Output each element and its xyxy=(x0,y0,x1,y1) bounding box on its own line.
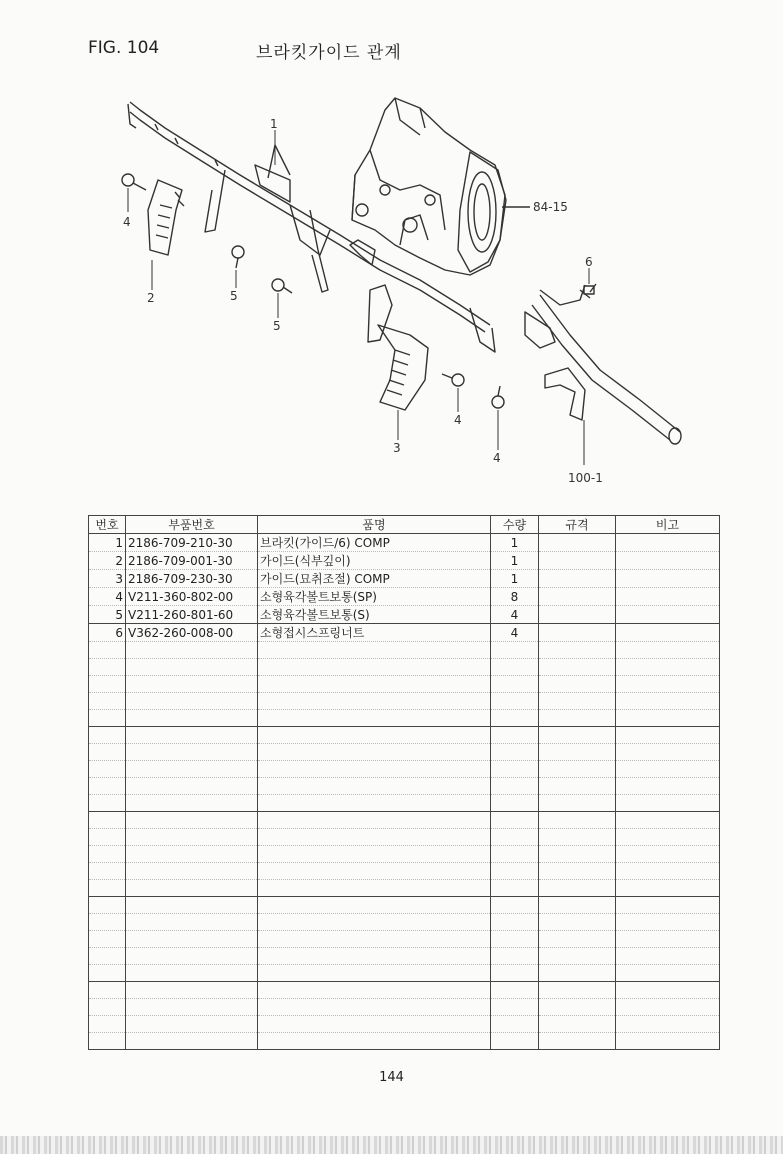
empty-cell xyxy=(616,931,720,948)
empty-cell xyxy=(89,999,126,1016)
empty-cell xyxy=(539,778,616,795)
row-spec xyxy=(539,624,616,642)
row-quantity: 8 xyxy=(491,588,539,606)
empty-table-row xyxy=(89,863,720,880)
empty-cell xyxy=(258,676,491,693)
empty-cell xyxy=(539,761,616,778)
bracket-bar-drawing xyxy=(128,102,495,352)
empty-cell xyxy=(258,948,491,965)
row-part-number: 2186-709-230-30 xyxy=(126,570,258,588)
empty-cell xyxy=(258,880,491,897)
empty-cell xyxy=(491,1016,539,1033)
empty-cell xyxy=(616,1016,720,1033)
empty-cell xyxy=(616,676,720,693)
empty-cell xyxy=(491,727,539,744)
row-note xyxy=(616,606,720,624)
empty-cell xyxy=(539,965,616,982)
table-row xyxy=(89,552,720,570)
empty-cell xyxy=(616,778,720,795)
empty-cell xyxy=(616,948,720,965)
empty-cell xyxy=(258,982,491,999)
parts-list-table xyxy=(88,515,720,1050)
empty-table-row xyxy=(89,965,720,982)
empty-cell xyxy=(616,642,720,659)
empty-cell xyxy=(539,846,616,863)
empty-cell xyxy=(258,744,491,761)
empty-cell xyxy=(89,948,126,965)
empty-table-row xyxy=(89,914,720,931)
empty-cell xyxy=(491,948,539,965)
empty-cell xyxy=(258,727,491,744)
empty-cell xyxy=(258,1016,491,1033)
row-number: 1 xyxy=(89,534,126,552)
empty-cell xyxy=(616,829,720,846)
row-part-number: 2186-709-210-30 xyxy=(126,534,258,552)
empty-cell xyxy=(126,642,258,659)
row-part-name: 소형육각볼트보통(SP) xyxy=(258,588,491,606)
empty-cell xyxy=(491,744,539,761)
row-quantity: 4 xyxy=(491,624,539,642)
row-part-number: V362-260-008-00 xyxy=(126,624,258,642)
empty-cell xyxy=(126,897,258,914)
empty-cell xyxy=(491,880,539,897)
empty-cell xyxy=(539,1016,616,1033)
row-number: 5 xyxy=(89,606,126,624)
empty-cell xyxy=(89,659,126,676)
table-row xyxy=(89,534,720,552)
empty-cell xyxy=(491,778,539,795)
empty-table-row xyxy=(89,982,720,999)
empty-cell xyxy=(126,1033,258,1050)
leader-lines xyxy=(128,130,589,465)
callout-5-lower: 5 xyxy=(273,319,281,333)
row-part-number: 2186-709-001-30 xyxy=(126,552,258,570)
row-spec xyxy=(539,552,616,570)
empty-cell xyxy=(126,965,258,982)
table-row xyxy=(89,588,720,606)
empty-cell xyxy=(89,693,126,710)
row-quantity: 1 xyxy=(491,552,539,570)
empty-cell xyxy=(89,931,126,948)
col-header-spec: 규격 xyxy=(539,516,616,534)
empty-cell xyxy=(258,914,491,931)
empty-table-row xyxy=(89,812,720,829)
empty-table-row xyxy=(89,829,720,846)
empty-cell xyxy=(539,676,616,693)
empty-cell xyxy=(89,778,126,795)
callout-5-upper: 5 xyxy=(230,289,238,303)
empty-table-row xyxy=(89,897,720,914)
empty-cell xyxy=(491,710,539,727)
empty-cell xyxy=(89,761,126,778)
empty-cell xyxy=(89,880,126,897)
empty-cell xyxy=(258,931,491,948)
empty-table-row xyxy=(89,642,720,659)
col-header-quantity: 수량 xyxy=(491,516,539,534)
col-header-part-number: 부품번호 xyxy=(126,516,258,534)
table-header-row xyxy=(89,516,720,534)
row-quantity: 4 xyxy=(491,606,539,624)
empty-cell xyxy=(491,676,539,693)
scan-edge xyxy=(0,1136,783,1154)
rod-100-1-drawing xyxy=(525,284,681,444)
row-part-name: 소형접시스프링너트 xyxy=(258,624,491,642)
empty-table-row xyxy=(89,948,720,965)
empty-cell xyxy=(539,999,616,1016)
empty-cell xyxy=(491,931,539,948)
empty-cell xyxy=(126,710,258,727)
empty-cell xyxy=(89,710,126,727)
empty-cell xyxy=(258,897,491,914)
table-row xyxy=(89,624,720,642)
empty-cell xyxy=(89,744,126,761)
empty-cell xyxy=(126,761,258,778)
empty-table-row xyxy=(89,710,720,727)
empty-cell xyxy=(258,863,491,880)
row-part-number: V211-260-801-60 xyxy=(126,606,258,624)
empty-cell xyxy=(491,659,539,676)
empty-cell xyxy=(616,880,720,897)
row-part-name: 브라킷(가이드/6) COMP xyxy=(258,534,491,552)
table-row xyxy=(89,570,720,588)
empty-rows xyxy=(89,642,720,1050)
empty-cell xyxy=(539,982,616,999)
guide-2-drawing xyxy=(148,180,184,255)
row-number: 2 xyxy=(89,552,126,570)
empty-cell xyxy=(89,863,126,880)
callout-2: 2 xyxy=(147,291,155,305)
empty-cell xyxy=(539,880,616,897)
empty-cell xyxy=(258,761,491,778)
empty-cell xyxy=(491,795,539,812)
row-part-name: 가이드(식부깊이) xyxy=(258,552,491,570)
empty-cell xyxy=(258,710,491,727)
empty-cell xyxy=(258,965,491,982)
empty-table-row xyxy=(89,761,720,778)
empty-cell xyxy=(258,795,491,812)
empty-cell xyxy=(616,659,720,676)
parts-diagram xyxy=(0,80,783,500)
row-part-name: 소형육각볼트보통(S) xyxy=(258,606,491,624)
row-note xyxy=(616,588,720,606)
empty-table-row xyxy=(89,931,720,948)
row-spec xyxy=(539,570,616,588)
empty-cell xyxy=(126,846,258,863)
row-number: 4 xyxy=(89,588,126,606)
empty-cell xyxy=(539,914,616,931)
empty-cell xyxy=(491,982,539,999)
empty-cell xyxy=(491,846,539,863)
empty-cell xyxy=(126,659,258,676)
empty-table-row xyxy=(89,693,720,710)
empty-cell xyxy=(491,812,539,829)
empty-cell xyxy=(539,948,616,965)
empty-cell xyxy=(89,1016,126,1033)
empty-table-row xyxy=(89,744,720,761)
empty-cell xyxy=(89,965,126,982)
empty-cell xyxy=(539,693,616,710)
col-header-note: 비고 xyxy=(616,516,720,534)
empty-cell xyxy=(258,812,491,829)
empty-cell xyxy=(126,693,258,710)
empty-cell xyxy=(616,863,720,880)
empty-cell xyxy=(89,795,126,812)
row-part-name: 가이드(묘취조절) COMP xyxy=(258,570,491,588)
row-spec xyxy=(539,606,616,624)
empty-cell xyxy=(491,914,539,931)
row-number: 3 xyxy=(89,570,126,588)
empty-cell xyxy=(126,727,258,744)
transmission-housing-drawing xyxy=(352,98,530,275)
empty-cell xyxy=(616,727,720,744)
empty-cell xyxy=(616,693,720,710)
empty-cell xyxy=(126,676,258,693)
row-quantity: 1 xyxy=(491,570,539,588)
empty-cell xyxy=(616,1033,720,1050)
empty-cell xyxy=(126,795,258,812)
empty-cell xyxy=(126,982,258,999)
empty-cell xyxy=(126,744,258,761)
empty-cell xyxy=(491,965,539,982)
empty-cell xyxy=(616,761,720,778)
empty-cell xyxy=(89,642,126,659)
empty-table-row xyxy=(89,676,720,693)
callout-84-15: 84-15 xyxy=(533,200,568,214)
figure-title: 브라킷가이드 관계 xyxy=(256,43,402,63)
row-part-number: V211-360-802-00 xyxy=(126,588,258,606)
empty-cell xyxy=(539,795,616,812)
empty-cell xyxy=(616,710,720,727)
empty-cell xyxy=(126,931,258,948)
empty-table-row xyxy=(89,999,720,1016)
empty-cell xyxy=(126,1016,258,1033)
empty-cell xyxy=(616,846,720,863)
empty-cell xyxy=(491,863,539,880)
empty-cell xyxy=(616,965,720,982)
empty-cell xyxy=(89,812,126,829)
callout-4-middle: 4 xyxy=(454,413,462,427)
empty-cell xyxy=(539,829,616,846)
empty-table-row xyxy=(89,1033,720,1050)
empty-cell xyxy=(616,982,720,999)
empty-cell xyxy=(539,710,616,727)
empty-cell xyxy=(539,812,616,829)
empty-cell xyxy=(616,795,720,812)
empty-cell xyxy=(258,659,491,676)
empty-cell xyxy=(258,693,491,710)
empty-table-row xyxy=(89,795,720,812)
figure-number: FIG. 104 xyxy=(88,38,160,58)
empty-cell xyxy=(539,727,616,744)
callout-1: 1 xyxy=(270,117,278,131)
empty-cell xyxy=(89,829,126,846)
empty-cell xyxy=(539,642,616,659)
empty-cell xyxy=(89,897,126,914)
col-header-number: 번호 xyxy=(89,516,126,534)
empty-cell xyxy=(126,863,258,880)
row-spec xyxy=(539,588,616,606)
empty-cell xyxy=(126,778,258,795)
empty-cell xyxy=(89,676,126,693)
callout-4-left: 4 xyxy=(123,215,131,229)
empty-cell xyxy=(89,846,126,863)
table-row xyxy=(89,606,720,624)
empty-cell xyxy=(126,948,258,965)
empty-cell xyxy=(539,931,616,948)
empty-cell xyxy=(491,761,539,778)
callout-6: 6 xyxy=(585,255,593,269)
empty-cell xyxy=(491,693,539,710)
empty-cell xyxy=(89,914,126,931)
empty-table-row xyxy=(89,880,720,897)
empty-table-row xyxy=(89,727,720,744)
empty-cell xyxy=(491,642,539,659)
empty-table-row xyxy=(89,659,720,676)
row-note xyxy=(616,552,720,570)
guide-3-drawing xyxy=(368,285,428,410)
row-note xyxy=(616,534,720,552)
empty-cell xyxy=(126,880,258,897)
empty-cell xyxy=(126,914,258,931)
row-number: 6 xyxy=(89,624,126,642)
empty-cell xyxy=(258,642,491,659)
callout-3: 3 xyxy=(393,441,401,455)
empty-cell xyxy=(539,863,616,880)
empty-table-row xyxy=(89,846,720,863)
empty-table-row xyxy=(89,778,720,795)
callout-4-right: 4 xyxy=(493,451,501,465)
empty-cell xyxy=(126,812,258,829)
empty-cell xyxy=(616,812,720,829)
empty-cell xyxy=(258,846,491,863)
col-header-part-name: 품명 xyxy=(258,516,491,534)
empty-cell xyxy=(616,914,720,931)
callout-100-1: 100-1 xyxy=(568,471,603,485)
empty-cell xyxy=(539,897,616,914)
bolts-drawing xyxy=(122,174,594,408)
row-note xyxy=(616,570,720,588)
empty-cell xyxy=(89,982,126,999)
empty-cell xyxy=(89,1033,126,1050)
empty-cell xyxy=(491,999,539,1016)
empty-cell xyxy=(491,897,539,914)
empty-cell xyxy=(491,1033,539,1050)
empty-cell xyxy=(89,727,126,744)
row-quantity: 1 xyxy=(491,534,539,552)
empty-cell xyxy=(539,1033,616,1050)
empty-cell xyxy=(258,999,491,1016)
empty-cell xyxy=(539,744,616,761)
empty-cell xyxy=(616,897,720,914)
page-number: 144 xyxy=(379,1070,404,1085)
empty-cell xyxy=(258,778,491,795)
empty-cell xyxy=(258,1033,491,1050)
row-spec xyxy=(539,534,616,552)
empty-table-row xyxy=(89,1016,720,1033)
empty-cell xyxy=(491,829,539,846)
empty-cell xyxy=(616,999,720,1016)
row-note xyxy=(616,624,720,642)
empty-cell xyxy=(539,659,616,676)
empty-cell xyxy=(126,829,258,846)
empty-cell xyxy=(126,999,258,1016)
empty-cell xyxy=(258,829,491,846)
empty-cell xyxy=(616,744,720,761)
